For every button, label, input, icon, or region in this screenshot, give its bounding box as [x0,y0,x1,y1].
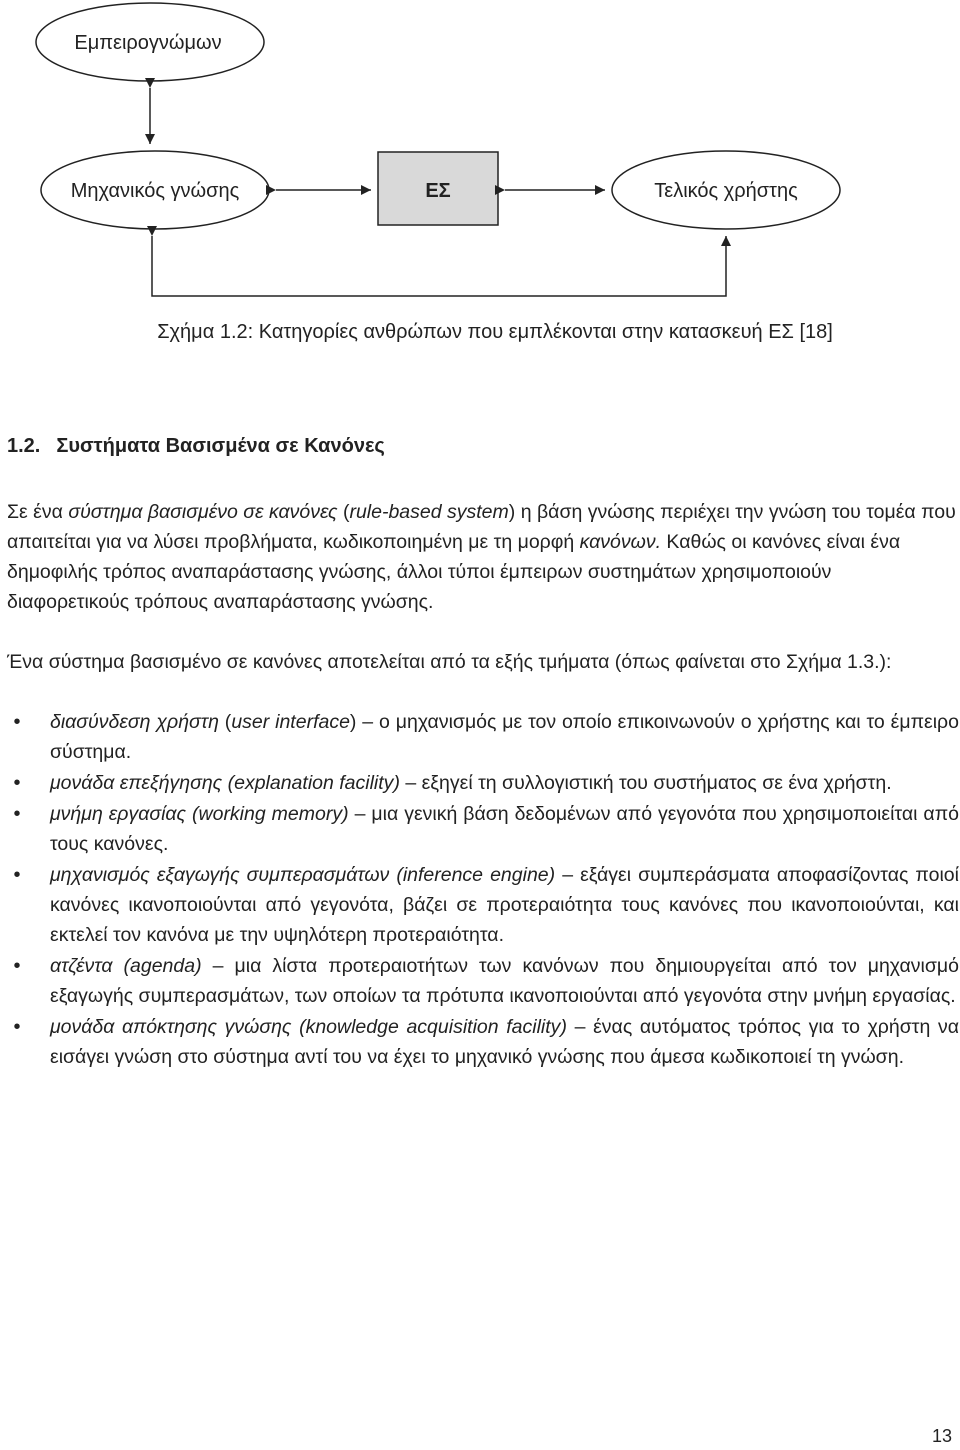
item-paren-close: ) [560,1016,567,1038]
node-end-user-label: Τελικός χρήστης [654,180,798,202]
item-description: – ο μηχανισμός με τον οποίο επικοινωνούν ο χρήστης και το έμπειρο σύστημα. [50,711,959,763]
section-number: 1.2. [7,435,41,457]
item-paren-close: ) [349,711,357,733]
item-term: διασύνδεση χρήστη [50,711,219,733]
item-term-en: knowledge acquisition facility [305,1016,561,1038]
item-term-en: inference engine [402,864,549,886]
bullet-icon: • [13,864,21,886]
paragraph-intro [7,497,959,617]
item-paren-open: ( [186,803,199,825]
node-knowledge-engineer-label: Μηχανικός γνώσης [70,180,240,202]
figure-caption: Σχήμα 1.2: Κατηγορίες ανθρώπων που εμπλέκονται στην κατασκευή ΕΣ [18] [157,321,833,343]
bullet-icon: • [13,803,21,825]
list-item [7,1012,959,1072]
node-expert-system-label: ΕΣ [425,180,451,202]
para1-text-1: Σε ένα [7,501,69,523]
item-term-en: explanation facility [234,772,394,794]
para1-text-2: ( [337,501,350,523]
list-item [7,951,959,1011]
para1-term-rule-system: σύστημα βασισμένο σε κανόνες [68,501,338,523]
item-paren-close: ) [342,803,349,825]
item-term-en: user interface [231,711,350,733]
item-term-en: working memory [198,803,343,825]
para1-text-3: ) η βάση γνώσης περιέχει την γνώση του τομέα που απαιτείται για να λύσει προβλήματα, κωδικοποιημένη με τη μορφή [7,501,956,553]
connector-engineer-user [152,236,726,296]
item-description: – εξάγει συμπεράσματα αποφασίζοντας ποιοί κανόνες ικανοποιούνται από γεγονότα, βάζει σε προτεραιότητα τους κανόνες που ικανοποιούνται, και εκτελεί τον κανόνα με την υψηλότερη προτεραιότητα. [50,864,959,946]
section-title: Συστήματα Βασισμένα σε Κανόνες [56,435,385,457]
item-paren-open: ( [291,1016,306,1038]
item-paren-close: ) [195,955,202,977]
bullet-icon: • [13,955,21,977]
item-description: – μια λίστα προτεραιοτήτων των κανόνων που δημιουργείται από τον μηχανισμό εξαγωγής συμπερασμάτων, των οποίων τα πρότυπα ικανοποιούνται από γεγονότα στην μνήμη εργασίας. [50,955,959,1007]
components-list [7,707,959,1073]
item-paren-close: ) [393,772,400,794]
item-paren-open: ( [222,772,235,794]
bullet-icon: • [13,1016,21,1038]
para1-term-rule-based: rule-based system [349,501,509,523]
item-description: – ένας αυτόματος τρόπος για το χρήστη να εισάγει γνώση στο σύστημα αντί του να έχει το μηχανικό γνώσης που άμεσα κωδικοποιεί τη γνώση. [50,1016,960,1068]
section-heading [7,432,385,460]
page-number: 13 [931,1426,952,1446]
list-item [7,799,959,859]
bullet-icon: • [13,711,21,733]
item-paren-open: ( [218,711,232,733]
item-paren-close: ) [548,864,556,886]
list-item [7,860,959,950]
paragraph-components: Ένα σύστημα βασισμένο σε κανόνες αποτελείται από τα εξής τμήματα (όπως φαίνεται στο Σχήμα 1.3.): [7,651,892,673]
bullet-icon: • [13,772,21,794]
item-term: μνήμη εργασίας [50,803,187,825]
item-term: ατζέντα [50,955,113,977]
item-description: – μια γενική βάση δεδομένων από γεγονότα που χρησιμοποιείται από τους κανόνες. [50,803,959,855]
item-term: μηχανισμός εξαγωγής συμπερασμάτων [50,864,390,886]
list-item [7,707,959,767]
list-item [7,768,959,798]
item-term: μονάδα απόκτησης γνώσης [50,1016,292,1038]
people-diagram [0,0,960,300]
item-paren-open: ( [112,955,130,977]
para1-text-4: Καθώς οι κανόνες είναι ένα δημοφιλής τρόπος αναπαράστασης γνώσης, άλλοι τύποι έμπειρων συστημάτων χρησιμοποιούν διαφορετικούς τρόπους αναπαράστασης γνώσης. [7,531,901,613]
node-expert-label: Εμπειρογνώμων [74,32,222,54]
item-term-en: agenda [130,955,196,977]
item-description: – εξηγεί τη συλλογιστική του συστήματος σε ένα χρήστη. [399,772,892,794]
item-paren-open: ( [389,864,403,886]
para1-term-rules: κανόνων. [579,531,662,553]
item-term: μονάδα επεξήγησης [50,772,223,794]
